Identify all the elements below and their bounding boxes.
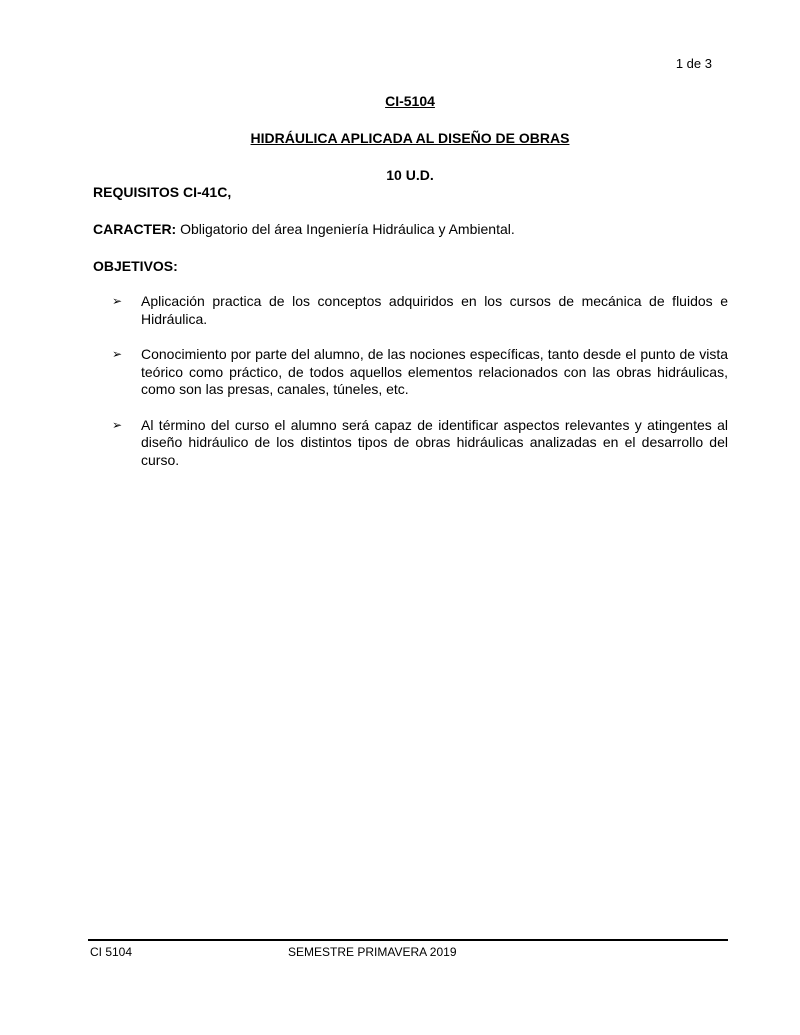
course-credits: 10 U.D. <box>386 167 434 183</box>
caracter-value: Obligatorio del área Ingeniería Hidráulica y Ambiental. <box>176 221 515 237</box>
course-code: CI-5104 <box>385 93 435 109</box>
arrowhead-bullet-icon: ➢ <box>112 294 123 308</box>
objective-item <box>112 293 728 328</box>
objectives-list <box>112 293 728 487</box>
footer-course-code: CI 5104 <box>90 945 133 959</box>
caracter-line <box>93 221 515 237</box>
requisitos-heading: REQUISITOS CI-41C, <box>93 184 232 200</box>
footer-semester: SEMESTRE PRIMAVERA 2019 <box>288 945 457 959</box>
objective-item <box>112 417 728 470</box>
arrowhead-bullet-icon: ➢ <box>112 417 123 432</box>
objetivos-heading: OBJETIVOS: <box>93 258 178 274</box>
caracter-label: CARACTER: <box>93 221 177 237</box>
objective-text: Conocimiento por parte del alumno, de las nociones específicas, tanto desde el punto de vista teórico como práctico, de todos aquellos elementos relacionados con las obras hidráulicas, como son las presas, canales, túneles, etc. <box>141 346 728 397</box>
arrowhead-bullet-icon: ➢ <box>112 347 123 361</box>
objective-text: Aplicación practica de los conceptos adquiridos en los cursos de mecánica de fluidos e Hidráulica. <box>141 293 728 327</box>
page-number: 1 de 3 <box>675 56 712 71</box>
objective-item <box>112 346 728 399</box>
footer-divider <box>88 939 728 941</box>
objective-text: Al término del curso el alumno será capaz de identificar aspectos relevantes y atingentes al diseño hidráulico de los distintos tipos de obras hidráulicas analizadas en el desarrollo del curso. <box>141 416 728 468</box>
course-title: HIDRÁULICA APLICADA AL DISEÑO DE OBRAS <box>250 130 570 146</box>
